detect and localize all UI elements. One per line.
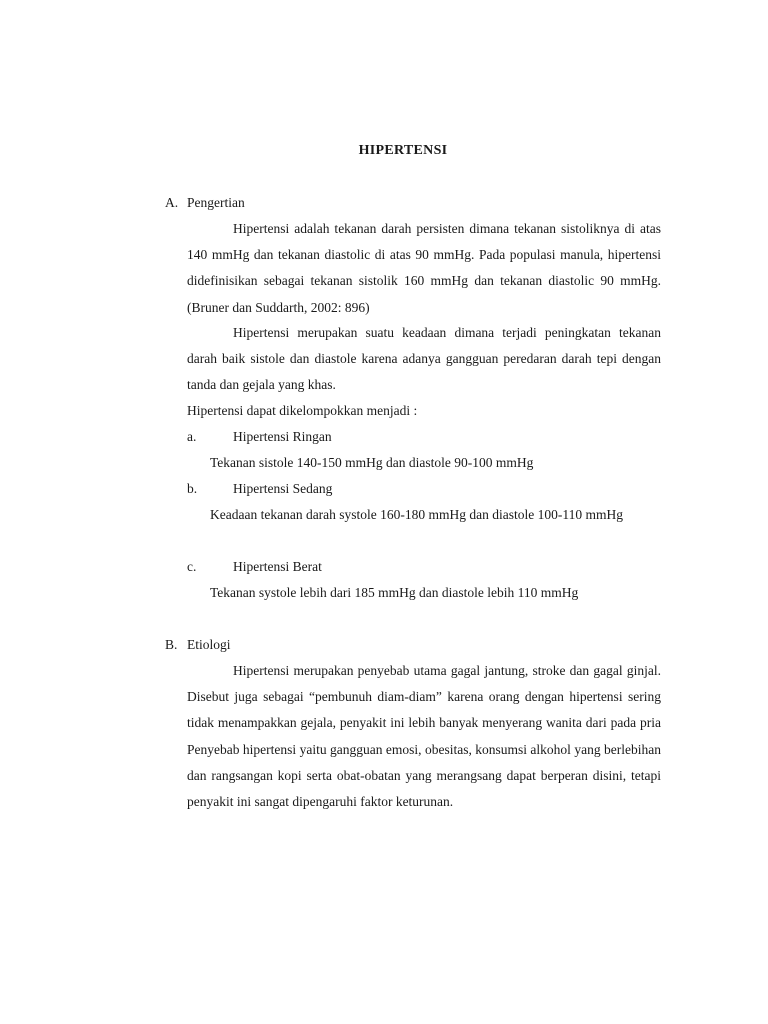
section-a-heading (165, 193, 245, 213)
class-b-label: Hipertensi Sedang (233, 481, 333, 496)
section-a-paragraph-1 (187, 216, 661, 321)
class-b-letter: b. (187, 481, 198, 496)
class-c-detail: Tekanan systole lebih dari 185 mmHg dan diastole lebih 110 mmHg (210, 585, 579, 600)
section-a-letter: A. (165, 195, 179, 210)
section-a-title: Pengertian (187, 195, 245, 210)
document-title: HIPERTENSI (358, 143, 448, 158)
section-b-title: Etiologi (187, 637, 231, 652)
class-b-detail: Keadaan tekanan darah systole 160-180 mmHg dan diastole 100-110 mmHg (210, 507, 624, 522)
class-a-detail: Tekanan sistole 140-150 mmHg dan diastole 90-100 mmHg (210, 455, 534, 470)
section-a-paragraph-1-text: Hipertensi adalah tekanan darah persisten dimana tekanan sistoliknya di atas 140 mmHg dan tekanan diastolic di atas 90 mmHg. Pada populasi manula, hipertensi didefinisikan sebagai tekanan sistolik 160 mmHg dan tekanan diastolic 90 mmHg. (Bruner dan Suddarth, 2002: 896) (187, 221, 661, 315)
section-a-paragraph-2 (187, 320, 661, 399)
class-c-letter: c. (187, 559, 197, 574)
section-a-paragraph-2-text: Hipertensi merupakan suatu keadaan dimana terjadi peningkatan tekanan darah baik sistole dan diastole karena adanya gangguan peredaran darah tepi dengan tanda dan gejala yang khas. (187, 325, 661, 393)
section-b-paragraph-1-text: Hipertensi merupakan penyebab utama gagal jantung, stroke dan gagal ginjal. Disebut juga sebagai “pembunuh diam-diam” karena orang dengan hipertensi sering tidak menampakkan gejala, penyakit ini lebih banyak menyerang wanita dari pada pria Penyebab hipertensi yaitu gangguan emosi, obesitas, konsumsi alkohol yang berlebihan dan rangsangan kopi serta obat-obatan yang merangsang dapat berperan disini, tetapi penyakit ini sangat dipengaruhi faktor keturunan. (187, 663, 661, 810)
section-b-heading (165, 635, 231, 655)
section-b-paragraph-1 (187, 658, 661, 815)
class-c-label: Hipertensi Berat (233, 559, 322, 574)
class-a-letter: a. (187, 429, 197, 444)
section-b-letter: B. (165, 637, 178, 652)
class-a-label: Hipertensi Ringan (233, 429, 332, 444)
classification-intro: Hipertensi dapat dikelompokkan menjadi : (187, 403, 418, 418)
